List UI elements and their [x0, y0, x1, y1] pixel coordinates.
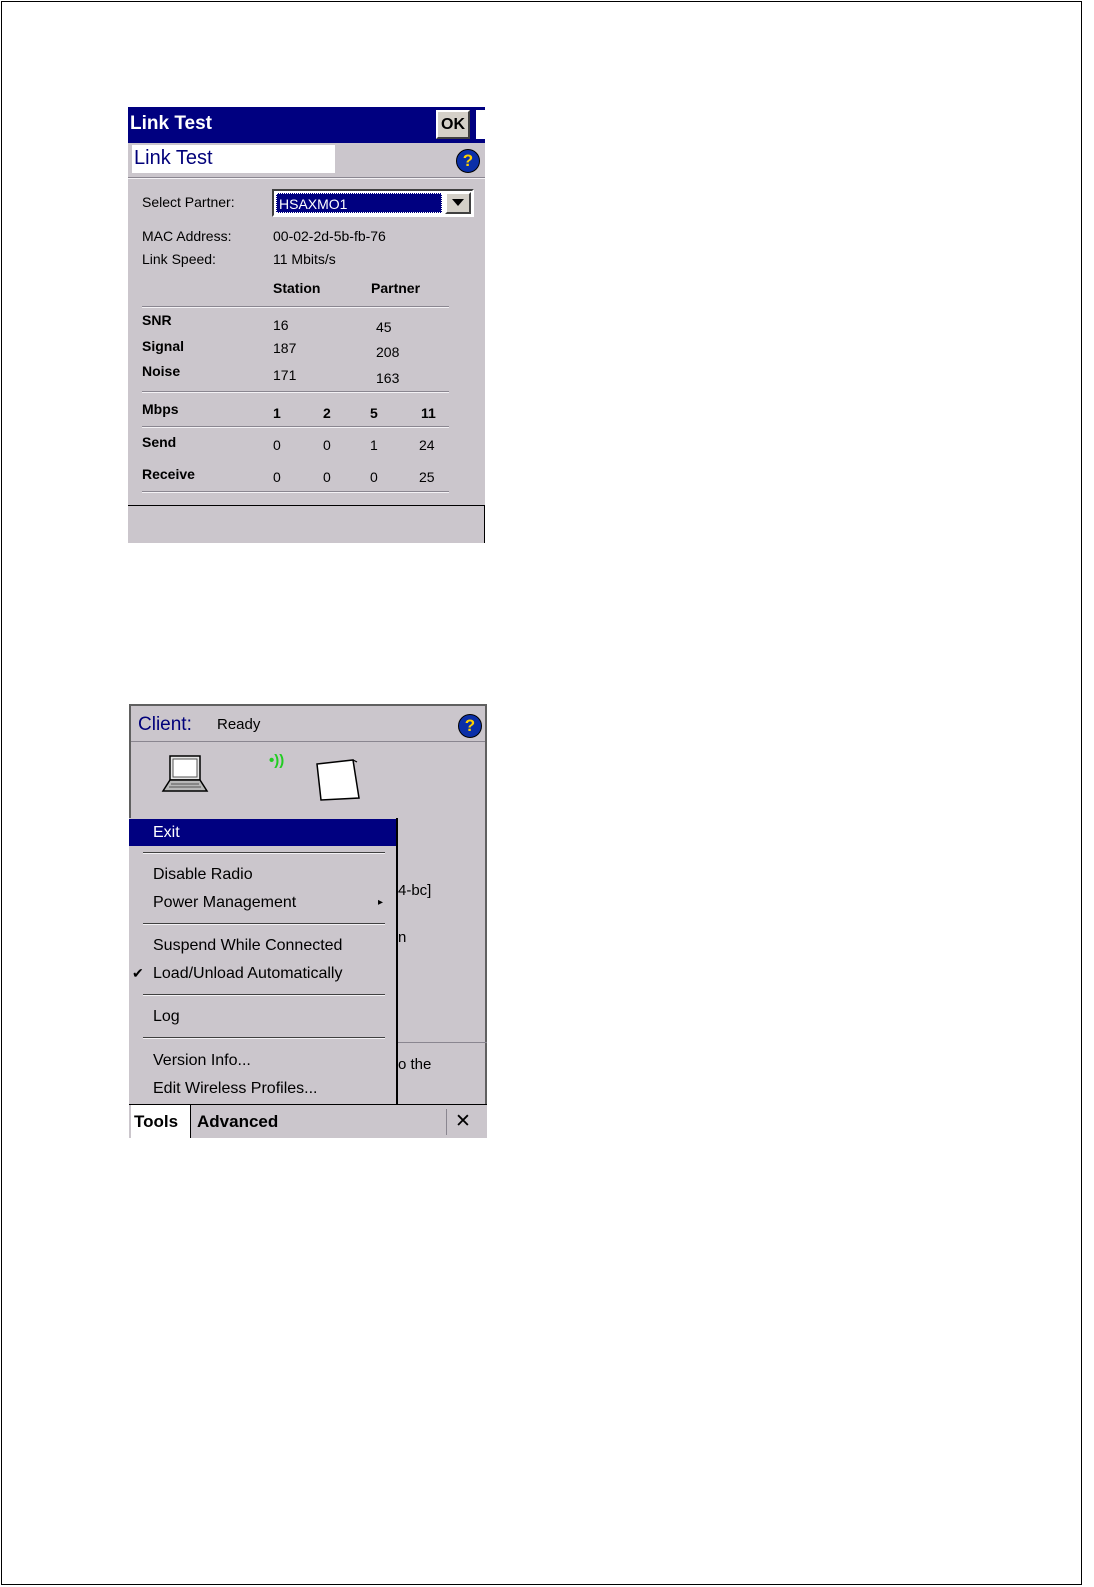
- title-bar-stub: [476, 110, 485, 139]
- menu-item-exit[interactable]: [129, 819, 396, 846]
- partner-select-value: HSAXMO1: [276, 193, 442, 213]
- menu-item-log[interactable]: [129, 1003, 396, 1030]
- receive-value-2: 0: [323, 469, 331, 485]
- menu-item-power-management[interactable]: [129, 889, 396, 916]
- divider: [142, 391, 449, 392]
- link-test-screen: [128, 107, 485, 543]
- menu-item-edit-wireless-profiles[interactable]: [129, 1075, 396, 1102]
- divider-highlight: [128, 178, 485, 179]
- menu-separator: [143, 852, 385, 853]
- menu-item-disable-radio[interactable]: [129, 861, 396, 888]
- noise-label: Noise: [142, 363, 181, 379]
- send-label: Send: [142, 434, 177, 450]
- rate-header-1: 1: [273, 405, 281, 421]
- access-point-card-icon: [313, 758, 363, 802]
- partner-column-header: Partner: [371, 280, 421, 296]
- receive-value-11: 25: [419, 469, 435, 485]
- mac-address-value: 00-02-2d-5b-fb-76: [273, 228, 386, 244]
- menu-item-label: Edit Wireless Profiles...: [153, 1080, 318, 1097]
- obscured-text-footer: o the: [398, 1056, 432, 1073]
- client-label: Client:: [138, 714, 192, 735]
- page-heading: Link Test: [134, 147, 213, 169]
- menu-item-label: Version Info...: [153, 1052, 251, 1069]
- divider: [396, 1042, 487, 1043]
- rate-header-11: 11: [421, 405, 436, 421]
- laptop-icon: [161, 754, 209, 794]
- divider: [142, 306, 449, 307]
- help-icon[interactable]: ?: [458, 714, 482, 738]
- menu-separator: [143, 923, 385, 924]
- mac-address-label: MAC Address:: [142, 228, 232, 244]
- send-value-2: 0: [323, 437, 331, 453]
- link-speed-label: Link Speed:: [142, 251, 216, 267]
- partner-select[interactable]: [272, 189, 474, 217]
- divider: [131, 741, 485, 742]
- menu-item-label: Log: [153, 1008, 180, 1025]
- dropdown-arrow-icon[interactable]: [445, 192, 471, 214]
- window-title: Link Test: [130, 113, 212, 134]
- menu-item-load-unload-automatically[interactable]: [129, 960, 396, 987]
- obscured-text-mac: 4-bc]: [398, 882, 432, 899]
- tab-advanced[interactable]: Advanced: [197, 1112, 279, 1131]
- obscured-text-line: n: [398, 929, 407, 946]
- signal-station-value: 187: [273, 340, 297, 356]
- tools-menu: [129, 818, 398, 1105]
- receive-value-1: 0: [273, 469, 281, 485]
- page-heading-box: [132, 145, 335, 173]
- send-value-5: 1: [370, 437, 378, 453]
- send-value-11: 24: [419, 437, 435, 453]
- menu-item-label: Power Management: [153, 894, 297, 911]
- snr-label: SNR: [142, 312, 172, 328]
- client-status: Ready: [217, 716, 261, 733]
- client-screen: [129, 704, 487, 1138]
- title-bar: [128, 107, 485, 143]
- menu-item-label: Exit: [153, 824, 180, 841]
- signal-partner-value: 208: [376, 344, 400, 360]
- tab-tools[interactable]: Tools: [131, 1105, 191, 1138]
- menu-bar: [129, 1104, 487, 1138]
- command-bar: [128, 505, 485, 543]
- noise-station-value: 171: [273, 367, 297, 383]
- snr-station-value: 16: [273, 317, 289, 333]
- snr-partner-value: 45: [376, 319, 392, 335]
- select-partner-label: Select Partner:: [142, 194, 235, 210]
- divider: [446, 1109, 447, 1135]
- rate-header-2: 2: [323, 405, 331, 421]
- menu-separator: [143, 994, 385, 995]
- link-speed-value: 11 Mbits/s: [273, 251, 336, 267]
- receive-label: Receive: [142, 466, 195, 482]
- station-column-header: Station: [273, 280, 321, 296]
- noise-partner-value: 163: [376, 370, 400, 386]
- help-icon[interactable]: ?: [456, 149, 480, 173]
- ok-button[interactable]: OK: [436, 110, 470, 139]
- menu-item-version-info[interactable]: [129, 1047, 396, 1074]
- menu-item-label: Load/Unload Automatically: [153, 965, 343, 982]
- checkmark-icon: ✔: [132, 965, 144, 981]
- menu-item-label: Suspend While Connected: [153, 937, 343, 954]
- divider: [142, 491, 449, 492]
- receive-value-5: 0: [370, 469, 378, 485]
- menu-item-label: Disable Radio: [153, 866, 253, 883]
- signal-waves-icon: •)): [269, 752, 285, 769]
- divider: [142, 426, 449, 427]
- menu-separator: [143, 1037, 385, 1038]
- rate-header-5: 5: [370, 405, 378, 421]
- signal-label: Signal: [142, 338, 185, 354]
- menu-item-suspend-while-connected[interactable]: [129, 932, 396, 959]
- send-value-1: 0: [273, 437, 281, 453]
- close-icon[interactable]: ✕: [455, 1111, 471, 1132]
- mbps-label: Mbps: [142, 401, 179, 417]
- submenu-arrow-icon: ▸: [378, 897, 384, 908]
